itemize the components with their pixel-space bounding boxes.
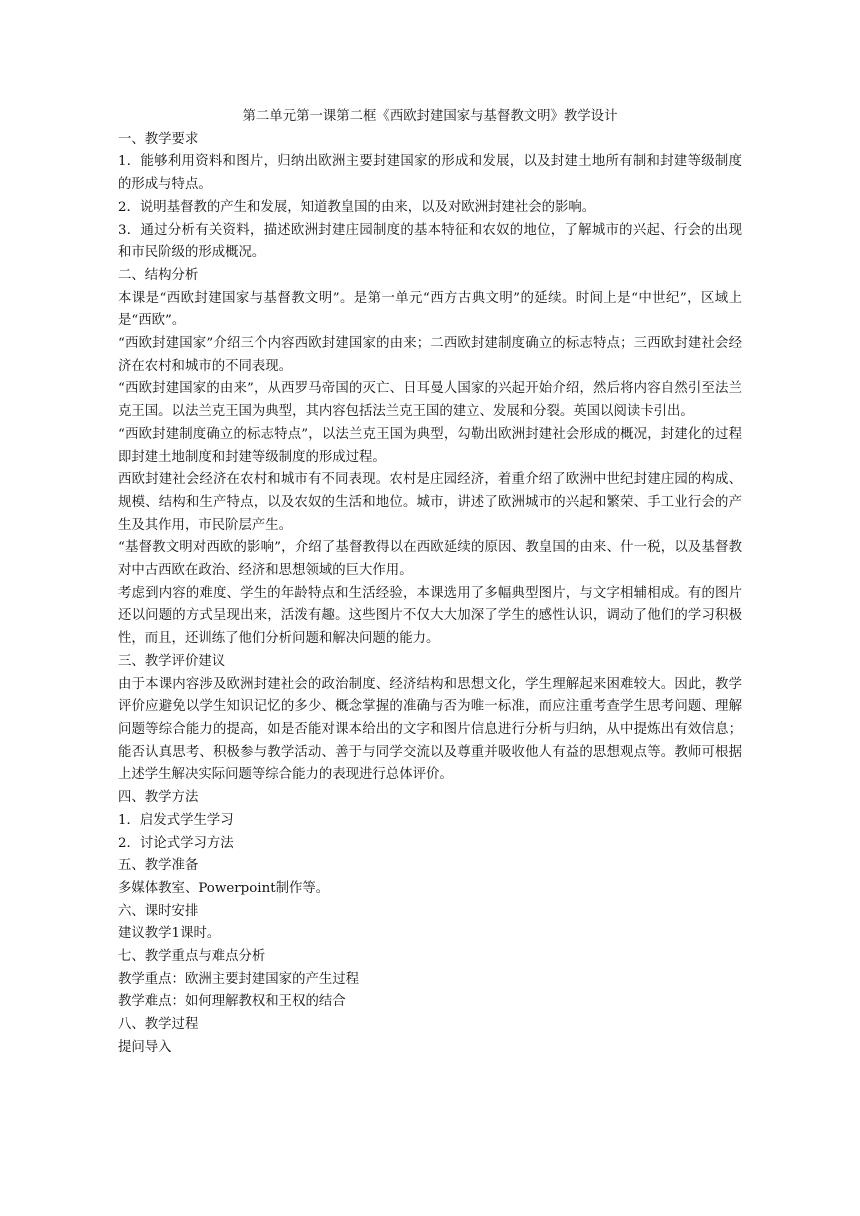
section-heading-methods: 四、教学方法 [118,790,199,806]
section-heading-process: 八、教学过程 [118,1017,199,1033]
structure-paragraph: “西欧封建国家的由来”，从西罗马帝国的灭亡、日耳曼人国家的兴起开始介绍，然后将内容自然引至法兰克王国。以法兰克王国为典型，其内容包括法兰克王国的建立、发展和分裂。英国以阅读卡引出。 [118,381,742,420]
section-heading-preparation: 五、教学准备 [118,858,199,874]
difficult-point: 教学难点：如何理解教权和王权的结合 [118,994,346,1010]
structure-paragraph: “西欧封建制度确立的标志特点”，以法兰克王国为典型，勾勒出欧洲封建社会形成的概况，封建化的过程即封建土地制度和封建等级制度的形成过程。 [118,426,742,465]
preparation-paragraph: 多媒体教室、Powerpoint制作等。 [118,880,330,896]
structure-paragraph: 本课是“西欧封建国家与基督教文明”。是第一单元“西方古典文明”的延续。时间上是“中世纪”，区域上是“西欧”。 [118,290,742,329]
requirement-item-3: 3．通过分析有关资料，描述欧洲封建庄园制度的基本特征和农奴的地位，了解城市的兴起、行会的出现和市民阶级的形成概况。 [118,222,742,261]
structure-paragraph: 西欧封建社会经济在农村和城市有不同表现。农村是庄园经济，着重介绍了欧洲中世纪封建庄园的构成、规模、结构和生产特点，以及农奴的生活和地位。城市，讲述了欧洲城市的兴起和繁荣、手工业行会的产生及其作用，市民阶层产生。 [118,472,742,533]
requirement-item-1: 1．能够利用资料和图片，归纳出欧洲主要封建国家的形成和发展，以及封建土地所有制和封建等级制度的形成与特点。 [118,154,742,193]
structure-paragraph: “基督教文明对西欧的影响”，介绍了基督教得以在西欧延续的原因、教皇国的由来、什一税，以及基督教对中古西欧在政治、经济和思想领域的巨大作用。 [118,540,742,579]
key-point: 教学重点：欧洲主要封建国家的产生过程 [118,971,360,987]
section-heading-key-points: 七、教学重点与难点分析 [118,949,266,965]
document-page [118,106,742,1060]
section-heading-schedule: 六、课时安排 [118,903,199,919]
section-heading-evaluation: 三、教学评价建议 [118,653,226,669]
evaluation-paragraph: 由于本课内容涉及欧洲封建社会的政治制度、经济结构和思想文化，学生理解起来困难较大。因此，教学评价应避免以学生知识记忆的多少、概念掌握的准确与否为唯一标准，而应注重考查学生思考问题、理解问题等综合能力的提高，如是否能对课本给出的文字和图片信息进行分析与归纳，从中提炼出有效信息；能否认真思考、积极参与教学活动、善于与同学交流以及尊重并吸收他人有益的思想观点等。教师可根据上述学生解决实际问题等综合能力的表现进行总体评价。 [118,676,742,783]
method-item-1: 1．启发式学生学习 [118,812,234,828]
document-title: 第二单元第一课第二框《西欧封建国家与基督教文明》教学设计 [242,109,618,124]
process-paragraph: 提问导入 [118,1039,172,1055]
structure-paragraph: “西欧封建国家”介绍三个内容西欧封建国家的由来；二西欧封建制度确立的标志特点；三西欧封建社会经济在农村和城市的不同表现。 [118,336,742,374]
schedule-paragraph: 建议教学1课时。 [118,926,221,942]
section-heading-requirements: 一、教学要求 [118,131,199,147]
method-item-2: 2．讨论式学习方法 [118,835,234,851]
structure-paragraph: 考虑到内容的难度、学生的年龄特点和生活经验，本课选用了多幅典型图片，与文字相辅相成。有的图片还以问题的方式呈现出来，活泼有趣。这些图片不仅大大加深了学生的感性认识，调动了他们的学习积极性，而且，还训练了他们分析问题和解决问题的能力。 [118,585,742,647]
section-heading-structure: 二、结构分析 [118,267,199,283]
requirement-item-2: 2．说明基督教的产生和发展，知道教皇国的由来，以及对欧洲封建社会的影响。 [118,199,596,215]
